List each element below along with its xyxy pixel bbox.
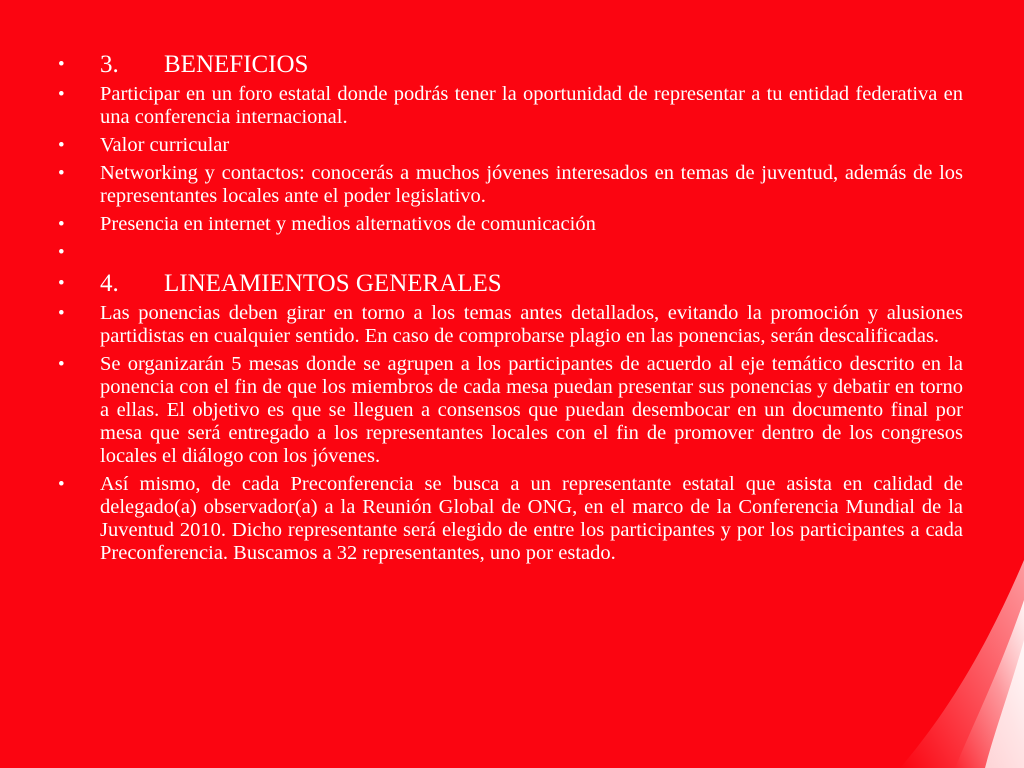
bullet-item: [58, 302, 963, 348]
bullet-dot: •: [58, 54, 65, 75]
section-heading: [58, 269, 963, 299]
bullet-text: Networking y contactos: conocerás a muchos jóvenes interesados en temas de juventud, además de los representantes locales ante el poder legislativo.: [100, 162, 963, 207]
bullet-text: Valor curricular: [100, 134, 230, 156]
bullet-text: Las ponencias deben girar en torno a los temas antes detallados, evitando la promoción y alusiones partidistas en cualquier sentido. En caso de comprobarse plagio en las ponencias, serán descalificadas.: [100, 302, 963, 347]
bullet-item: [58, 134, 963, 157]
bullet-item: [58, 162, 963, 208]
bullet-item: [58, 213, 963, 236]
bullet-list: [58, 50, 963, 565]
section-title: LINEAMIENTOS GENERALES: [164, 270, 502, 297]
bullet-dot: •: [58, 84, 65, 105]
section-title: BENEFICIOS: [164, 51, 309, 78]
section-number: 3.: [100, 51, 119, 78]
bullet-item: [58, 353, 963, 468]
bullet-dot: •: [58, 135, 65, 156]
bullet-dot: •: [58, 163, 65, 184]
bullet-dot: •: [58, 214, 65, 235]
bullet-item: [58, 473, 963, 565]
bullet-dot: •: [58, 474, 65, 495]
bullet-item: [58, 83, 963, 129]
slide-body: [58, 50, 963, 570]
bullet-dot: •: [58, 273, 65, 294]
empty-bullet: [58, 241, 963, 264]
section-heading: [58, 50, 963, 80]
bullet-dot: •: [58, 303, 65, 324]
bullet-dot: •: [58, 242, 65, 263]
bullet-text: Así mismo, de cada Preconferencia se busca a un representante estatal que asista en calidad de delegado(a) observador(a) a la Reunión Global de ONG, en el marco de la Conferencia Mundial de la Juventud 2010. Dicho representante será elegido de entre los participantes y por los participantes a cada Preconferencia. Buscamos a 32 representantes, uno por estado.: [100, 473, 963, 564]
section-number: 4.: [100, 270, 119, 297]
bullet-text: Se organizarán 5 mesas donde se agrupen a los participantes de acuerdo al eje temático descrito en la ponencia con el fin de que los miembros de cada mesa puedan presentar sus ponencias y debatir en torno a ellas. El objetivo es que se lleguen a consensos que puedan desembocar en un documento final por mesa que será entregado a los representantes locales con el fin de promover dentro de los congresos locales el diálogo con los jóvenes.: [100, 353, 963, 467]
bullet-text: Participar en un foro estatal donde podrás tener la oportunidad de representar a tu entidad federativa en una conferencia internacional.: [100, 83, 963, 128]
bullet-dot: •: [58, 354, 65, 375]
bullet-text: Presencia en internet y medios alternativos de comunicación: [100, 213, 596, 235]
